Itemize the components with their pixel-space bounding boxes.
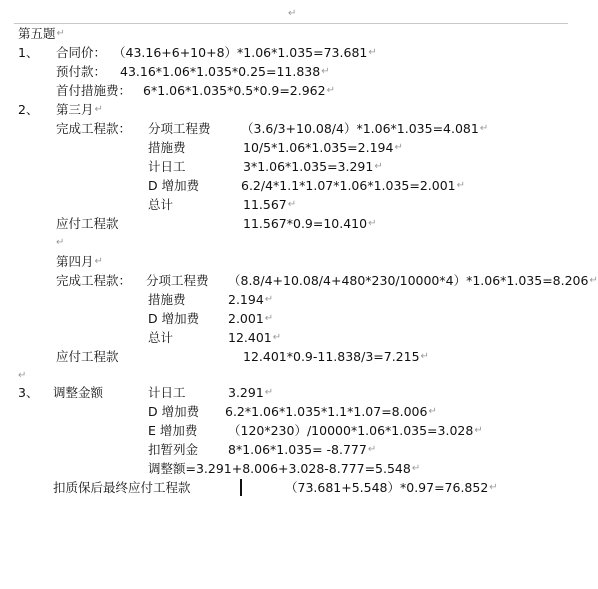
item-formula: 6*1.06*1.035*0.5*0.9=2.962 xyxy=(143,83,326,98)
item-label: 扣质保后最终应付工程款 xyxy=(53,480,191,495)
item-label: 调整金额 xyxy=(53,385,104,400)
item-formula: 11.567 xyxy=(243,197,287,212)
paragraph-mark: ↵ xyxy=(326,85,335,96)
item-label: 预付款： xyxy=(56,64,107,79)
paragraph-mark: ↵ xyxy=(368,47,377,58)
item-number: 2、 xyxy=(18,102,39,117)
paragraph-mark: ↵ xyxy=(474,425,483,436)
paragraph-mark: ↵ xyxy=(367,444,377,455)
item-label: 完成工程款： xyxy=(56,273,132,288)
item-sublabel: 措施费 xyxy=(148,140,186,155)
item-formula: （120*230）/10000*1.06*1.035=3.028 xyxy=(228,423,474,438)
paragraph-mark: ↵ xyxy=(264,387,274,398)
item-sublabel: 措施费 xyxy=(148,292,186,307)
item-label: 完成工程款： xyxy=(56,121,132,136)
item-sublabel: D 增加费 xyxy=(148,311,200,326)
item-formula: 10/5*1.06*1.035=2.194 xyxy=(243,140,394,155)
item-sublabel: 计日工 xyxy=(148,159,186,174)
item-formula: （73.681+5.548）*0.97=76.852 xyxy=(285,480,489,495)
paragraph-mark: ↵ xyxy=(411,463,421,474)
paragraph-mark: ↵ xyxy=(272,332,282,343)
text-cursor xyxy=(240,479,242,496)
item-sublabel: 总计 xyxy=(148,197,174,212)
item-formula: 12.401 xyxy=(228,330,272,345)
item-formula: 6.2/4*1.1*1.07*1.06*1.035=2.001 xyxy=(241,178,456,193)
item-label: 第四月 xyxy=(56,254,94,269)
paragraph-mark: ↵ xyxy=(264,313,274,324)
empty-paragraph-mark: ↵ xyxy=(18,370,27,381)
item-label: 合同价： xyxy=(56,45,107,60)
item-formula: 3*1.06*1.035=3.291 xyxy=(243,159,374,174)
item-label: 第三月 xyxy=(56,102,94,117)
item-formula: （3.6/3+10.08/4）*1.06*1.035=4.081 xyxy=(241,121,479,136)
item-number: 3、 xyxy=(18,385,39,400)
paragraph-mark: ↵ xyxy=(94,104,103,115)
item-sublabel: 调整额=3.291+8.006+3.028-8.777=5.548 xyxy=(148,461,411,476)
paragraph-mark: ↵ xyxy=(287,199,297,210)
item-formula: 3.291 xyxy=(228,385,264,400)
item-sublabel: D 增加费 xyxy=(148,404,200,419)
paragraph-mark: ↵ xyxy=(56,28,65,39)
item-label: 应付工程款 xyxy=(56,216,119,231)
item-formula: （8.8/4+10.08/4+480*230/10000*4）*1.06*1.035=8.206 xyxy=(228,273,589,288)
item-formula: 2.194 xyxy=(228,292,264,307)
item-formula: 12.401*0.9-11.838/3=7.215 xyxy=(243,349,420,364)
paragraph-mark: ↵ xyxy=(94,256,103,267)
header-divider xyxy=(14,23,568,24)
paragraph-mark: ↵ xyxy=(456,180,466,191)
paragraph-mark: ↵ xyxy=(368,218,377,229)
item-sublabel: E 增加费 xyxy=(148,423,198,438)
paragraph-mark: ↵ xyxy=(394,142,403,153)
paragraph-mark: ↵ xyxy=(264,294,274,305)
item-formula: 8*1.06*1.035= -8.777 xyxy=(228,442,367,457)
item-sublabel: 计日工 xyxy=(148,385,186,400)
paragraph-mark: ↵ xyxy=(428,406,437,417)
header-paragraph-mark: ↵ xyxy=(288,8,297,19)
paragraph-mark: ↵ xyxy=(479,123,489,134)
paragraph-mark: ↵ xyxy=(489,482,498,493)
item-number: 1、 xyxy=(18,45,39,60)
item-sublabel: D 增加费 xyxy=(148,178,200,193)
item-formula: 43.16*1.06*1.035*0.25=11.838 xyxy=(120,64,321,79)
item-formula: 2.001 xyxy=(228,311,264,326)
paragraph-mark: ↵ xyxy=(589,275,598,286)
item-label: 应付工程款 xyxy=(56,349,119,364)
item-formula: 6.2*1.06*1.035*1.1*1.07=8.006 xyxy=(225,404,428,419)
item-formula: （43.16+6+10+8）*1.06*1.035=73.681 xyxy=(113,45,368,60)
item-sublabel: 分项工程费 xyxy=(146,273,209,288)
paragraph-mark: ↵ xyxy=(374,161,383,172)
item-sublabel: 总计 xyxy=(148,330,174,345)
item-sublabel: 分项工程费 xyxy=(148,121,211,136)
paragraph-mark: ↵ xyxy=(321,66,330,77)
empty-paragraph-mark: ↵ xyxy=(56,237,65,248)
item-sublabel: 扣暂列金 xyxy=(148,442,199,457)
item-formula: 11.567*0.9=10.410 xyxy=(243,216,368,231)
heading: 第五题 xyxy=(18,26,56,41)
item-label: 首付措施费： xyxy=(56,83,132,98)
paragraph-mark: ↵ xyxy=(420,351,429,362)
